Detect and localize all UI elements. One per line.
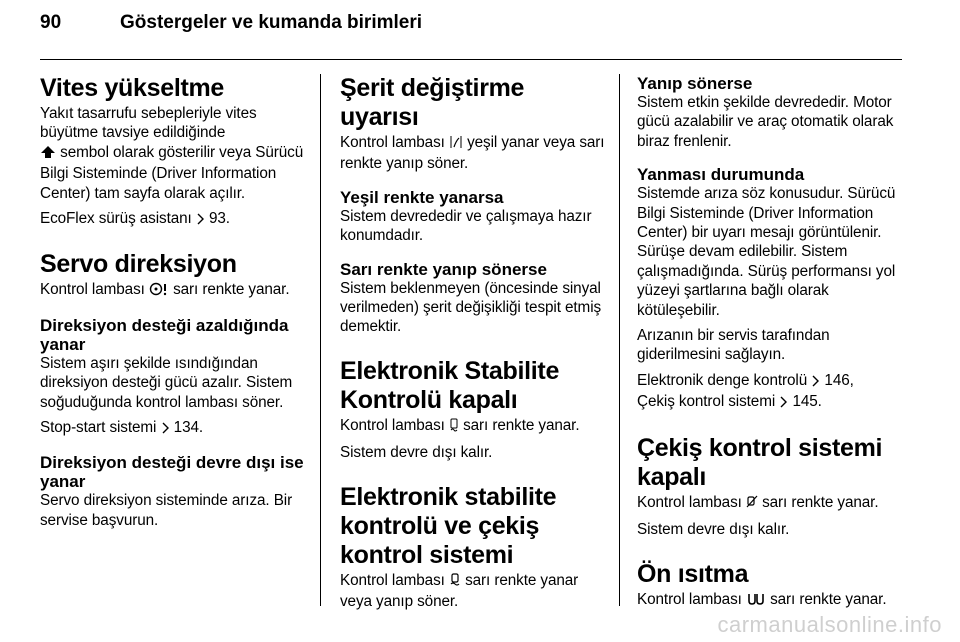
lane-change-icon [449, 135, 463, 154]
vites-paragraph-1 [40, 104, 308, 203]
header-rule [40, 59, 902, 60]
esp-kapali-text-post: sarı renkte yanar. [458, 416, 580, 434]
yanip-paragraph-1: Sistem etkin şekilde devrededir. Motor gücü azalabilir ve araç otomatik olarak biraz frenlenir. [637, 94, 894, 150]
azaldi-paragraph-2 [40, 418, 308, 439]
vites-text-a: Yakıt tasarrufu sebepleriyle vites büyütme tavsiye edildiğinde [40, 105, 257, 142]
cekis-text-pre: Kontrol lambası [637, 493, 746, 511]
yanmasi-ref-b-text: Çekiş kontrol sistemi [637, 393, 780, 411]
subheading-yanip: Yanıp sönerse [637, 74, 753, 93]
esp-kapali-paragraph-2: Sistem devre dışı kalır. [340, 444, 493, 462]
esp-kapali-paragraph-1 [340, 416, 608, 437]
power-steering-icon [149, 282, 169, 301]
yesil-paragraph-1: Sistem devrededir ve çalışmaya hazır konumdadır. [340, 207, 592, 245]
azaldi-ref-page[interactable]: 134. [169, 419, 204, 437]
yanmasi-paragraph-1: Sistemde arıza söz konusudur. Sürücü Bilgi Sisteminde (Driver Information Center) bir uyarı mesajı görüntülenir. Sürüşe devam edilebilir. Sistem çalışmadığında. Sürüş performansı yol yüzeyi şartlarına bağlı olarak kötüleşebilir. [637, 185, 896, 319]
column-3 [637, 74, 905, 617]
yanmasi-ref-a-text: Elektronik denge kontrolü [637, 371, 812, 389]
servo-paragraph-1 [40, 280, 308, 301]
section-heading-esp-cekis: Elektronik stabilite kontrolü ve çekiş kontrol sistemi [340, 482, 557, 569]
yanmasi-paragraph-2: Arızanın bir servis tarafından giderilmesini sağlayın. [637, 327, 830, 364]
azaldi-ref-text: Stop-start sistemi [40, 419, 161, 437]
vites-paragraph-2 [40, 209, 308, 230]
cekis-paragraph-1 [637, 493, 905, 514]
section-heading-on-isitma: Ön ısıtma [637, 559, 749, 588]
yanmasi-ref-a-page[interactable]: 146, [820, 371, 854, 389]
serit-paragraph-1 [340, 133, 608, 174]
subheading-yanmasi: Yanması durumunda [637, 165, 805, 185]
preheat-coil-icon [746, 592, 766, 611]
esp-car-icon [449, 573, 461, 592]
serit-text-pre: Kontrol lambası [340, 134, 449, 151]
section-heading-servo: Servo direksiyon [40, 250, 237, 279]
section-heading-vites: Vites yükseltme [40, 74, 225, 102]
column-1 [40, 74, 308, 536]
serit-text-post: yeşil yanar veya sarı renkte yanıp söner. [340, 134, 605, 173]
subheading-sari: Sarı renkte yanıp sönerse [340, 259, 547, 279]
yanmasi-ref-b-page[interactable]: 145. [788, 393, 822, 411]
cekis-paragraph-2: Sistem devre dışı kalır. [637, 521, 790, 539]
esp-kapali-text-pre: Kontrol lambası [340, 416, 449, 434]
devre-disi-paragraph-1: Servo direksiyon sisteminde arıza. Bir servise başvurun. [40, 492, 293, 529]
yanmasi-paragraph-3 [637, 371, 905, 414]
esp-cekis-text-post: sarı renkte yanar veya yanıp söner. [340, 571, 579, 611]
esp-cekis-paragraph-1 [340, 571, 608, 612]
subheading-yesil: Yeşil renkte yanarsa [340, 187, 504, 207]
page-number: 90 [40, 12, 62, 33]
vites-ref-text: EcoFlex sürüş asistanı [40, 210, 196, 228]
column-divider-1 [320, 74, 321, 606]
page-ref-arrow-icon [161, 420, 170, 439]
shift-up-icon [40, 145, 56, 164]
page-ref-arrow-icon [779, 394, 788, 413]
esp-off-icon [449, 418, 459, 437]
subheading-azaldi: Direksiyon desteği azaldığında yanar [40, 315, 289, 354]
sari-paragraph-1: Sistem beklenmeyen (öncesinde sinyal verilmeden) şerit değişikliği tespit etmiş demektir. [340, 279, 602, 336]
traction-off-icon [746, 495, 758, 514]
column-divider-2 [619, 74, 620, 606]
section-heading-esp-kapali: Elektronik Stabilite Kontrolü kapalı [340, 356, 560, 414]
page-title: Göstergeler ve kumanda birimleri [120, 12, 423, 33]
page-ref-arrow-icon [811, 373, 820, 392]
on-isitma-text-pre: Kontrol lambası [637, 590, 746, 608]
section-heading-serit: Şerit değiştirme uyarısı [340, 74, 525, 131]
cekis-text-post: sarı renkte yanar. [757, 493, 879, 511]
section-heading-cekis: Çekiş kontrol sistemi kapalı [637, 433, 883, 491]
column-2 [340, 74, 608, 617]
vites-ref-page[interactable]: 93. [204, 210, 230, 228]
on-isitma-paragraph-1 [637, 590, 905, 611]
servo-text-post: sarı renkte yanar. [168, 281, 290, 299]
esp-cekis-text-pre: Kontrol lambası [340, 571, 449, 589]
watermark: carmanualsonline.info [717, 612, 942, 637]
page-ref-arrow-icon [196, 211, 205, 230]
servo-text-pre: Kontrol lambası [40, 281, 149, 299]
subheading-devre-disi: Direksiyon desteği devre dışı ise yanar [40, 453, 304, 492]
azaldi-paragraph-1: Sistem aşırı şekilde ısındığından direksiyon desteği gücü azalır. Sistem soğuduğunda kontrol lambası söner. [40, 354, 293, 411]
on-isitma-text-post: sarı renkte yanar. [765, 590, 887, 608]
vites-text-b: sembol olarak gösterilir veya Sürücü Bilgi Sisteminde (Driver Information Center) tam sayfa olarak açılır. [40, 143, 304, 202]
